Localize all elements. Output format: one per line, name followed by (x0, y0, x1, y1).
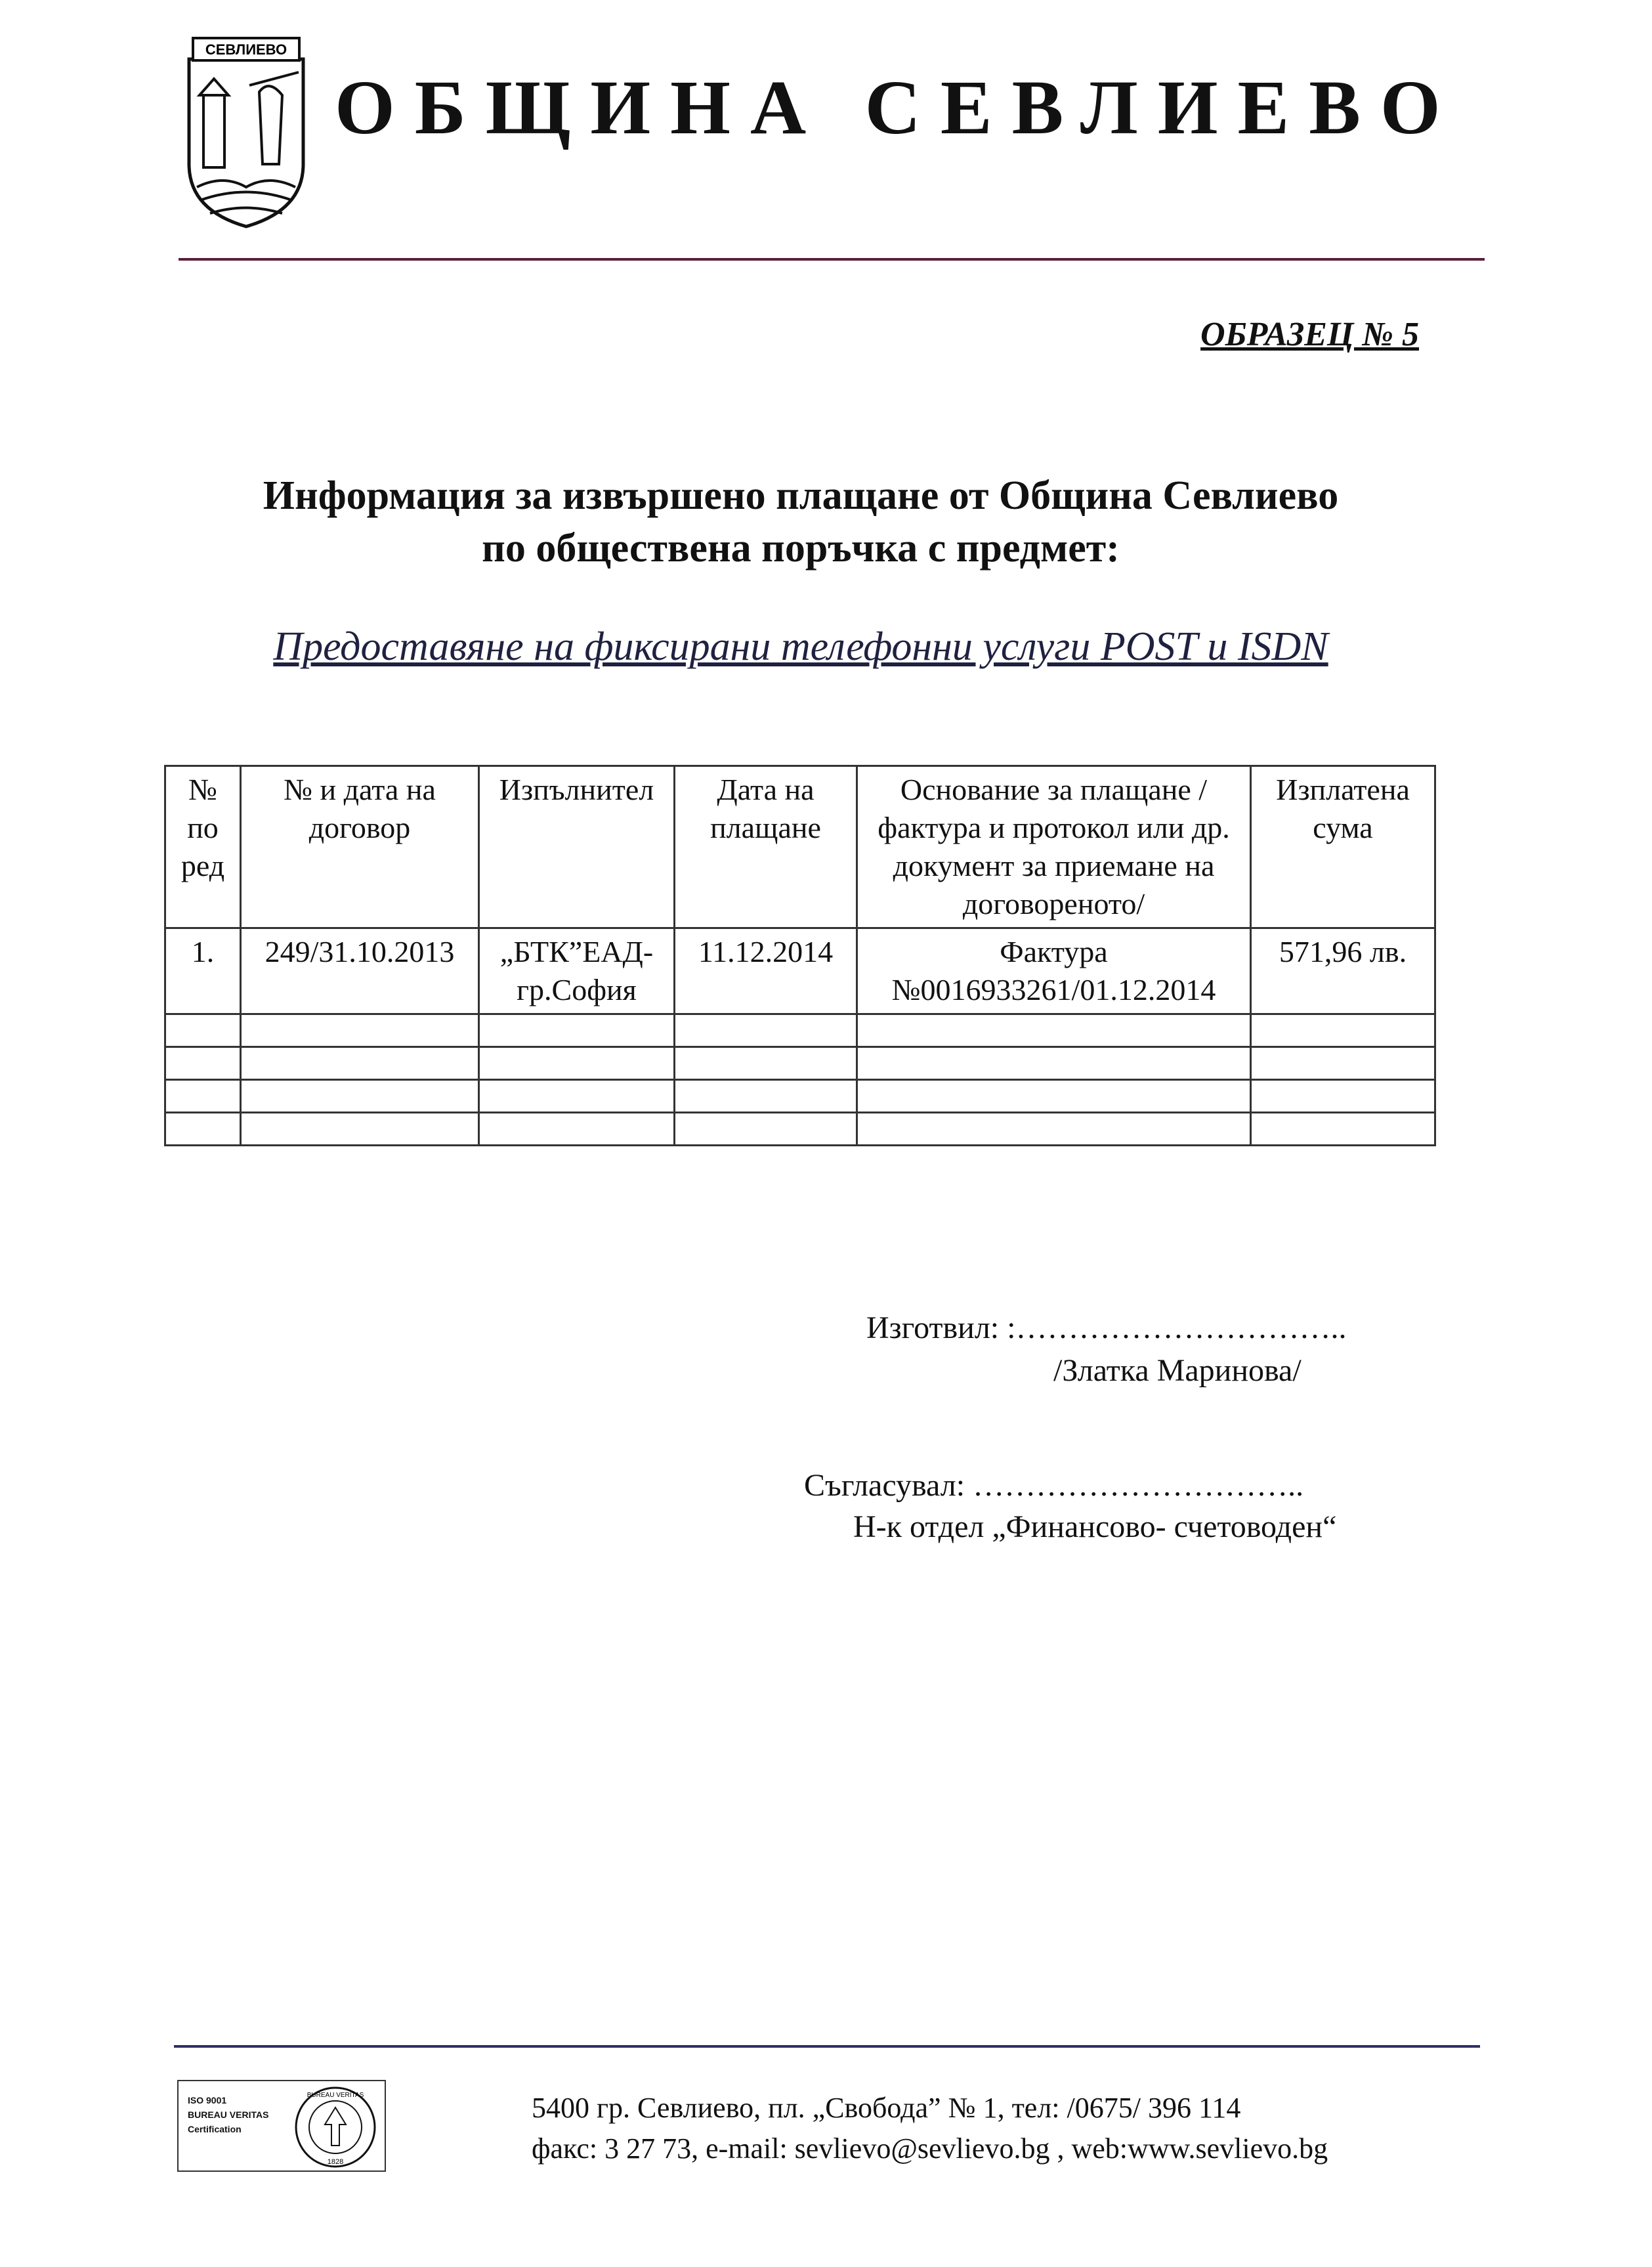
footer-address: 5400 гр. Севлиево, пл. „Свобода” № 1, тел: /0675/ 396 114 (532, 2092, 1241, 2124)
table-row-empty (165, 1014, 1435, 1047)
table-header-row (165, 766, 1435, 928)
municipality-crest (184, 33, 308, 230)
footer-divider (174, 2045, 1480, 2048)
table-row-empty (165, 1113, 1435, 1146)
document-heading (131, 469, 1470, 574)
column-header-basis: Основание за плащане /фактура и протокол или др. документ за приемане на договореното/ (857, 766, 1251, 928)
prepared-by-label: Изготвил: :………………………….. (866, 1310, 1347, 1345)
column-header-amount: Изплатена сума (1251, 766, 1435, 928)
bureau-veritas-seal-icon (293, 2085, 377, 2169)
agreed-by-label: Съгласувал: ………………………….. (804, 1468, 1304, 1503)
header-divider (179, 258, 1485, 261)
footer-contact-info (532, 2088, 1328, 2169)
table-row (165, 928, 1435, 1014)
payments-table (164, 765, 1436, 1146)
prepared-by-name: /Златка Маринова/ (1053, 1353, 1302, 1388)
form-number-label: ОБРАЗЕЦ № 5 (1200, 316, 1419, 353)
organization-title: ОБЩИНА СЕВЛИЕВО (335, 64, 1460, 150)
seal-year: 1828 (327, 2158, 344, 2166)
procurement-subject: Предоставяне на фиксирани телефонни услуги POST и ISDN (273, 624, 1328, 669)
seal-text: BUREAU VERITAS (307, 2092, 364, 2099)
iso-certifier: BUREAU VERITAS (188, 2109, 269, 2120)
table-row-empty (165, 1047, 1435, 1080)
column-header-contractor: Изпълнител (479, 766, 675, 928)
cell-contract: 249/31.10.2013 (241, 928, 479, 1014)
iso-certification: Certification (188, 2124, 242, 2134)
agreed-by-department: Н-к отдел „Финансово- счетоводен“ (853, 1509, 1337, 1544)
column-header-number: № по ред (165, 766, 241, 928)
heading-line-2: по обществена поръчка с предмет: (482, 526, 1120, 571)
column-header-payment-date: Дата на плащане (675, 766, 857, 928)
crest-label: СЕВЛИЕВО (205, 41, 287, 58)
footer-contacts: факс: 3 27 73, e-mail: sevlievo@sevlievo.bg , web:www.sevlievo.bg (532, 2132, 1328, 2165)
iso-certification-badge (177, 2080, 386, 2172)
cell-payment-date: 11.12.2014 (675, 928, 857, 1014)
cell-number: 1. (165, 928, 241, 1014)
table-row-empty (165, 1080, 1435, 1113)
cell-amount: 571,96 лв. (1251, 928, 1435, 1014)
column-header-contract: № и дата на договор (241, 766, 479, 928)
cell-contractor: „БТК”ЕАД-гр.София (479, 928, 675, 1014)
heading-line-1: Информация за извършено плащане от Община Севлиево (263, 473, 1339, 518)
iso-standard: ISO 9001 (188, 2095, 227, 2105)
cell-basis: Фактура №0016933261/01.12.2014 (857, 928, 1251, 1014)
